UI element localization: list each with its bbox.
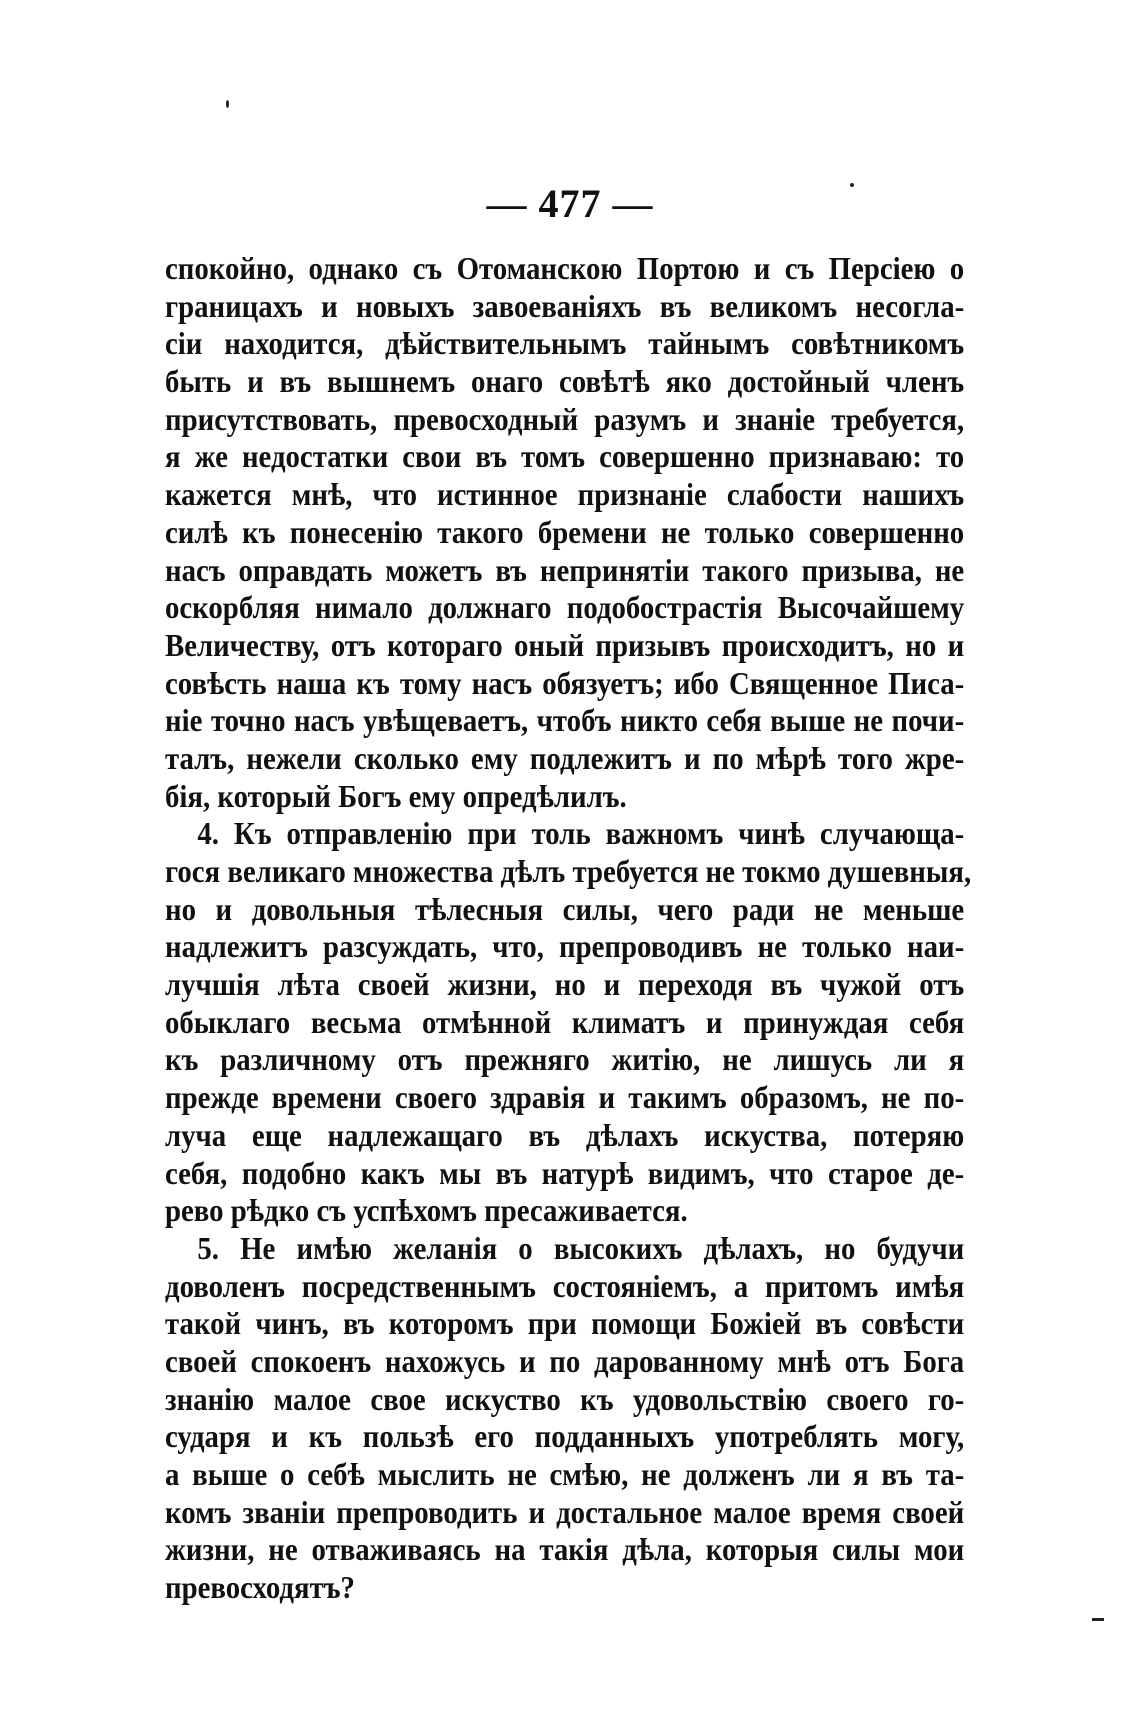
text-line: жизни, не отваживаясь на такія дѣла, которыя силы мои	[165, 1531, 965, 1568]
text-line: ніе точно насъ увѣщеваетъ, чтобъ никто себя выше не почи-	[165, 702, 965, 739]
text-line: знанію малое свое искуство къ удовольствію своего го-	[165, 1380, 965, 1417]
text-line: комъ званіи препроводить и достальное малое время своей	[165, 1493, 965, 1530]
text-line: границахъ и новыхъ завоеваніяхъ въ великомъ несогла-	[165, 287, 965, 324]
text-line: совѣсть наша къ тому насъ обязуетъ; ибо Священное Писа-	[165, 664, 965, 701]
text-line: рево рѣдко съ успѣхомъ пресаживается.	[165, 1192, 688, 1229]
text-line: я же недостатки свои въ томъ совершенно признаваю: то	[165, 438, 965, 475]
text-line: лучшія лѣта своей жизни, но и переходя въ чужой отъ	[165, 966, 965, 1003]
margin-mark	[1092, 1618, 1104, 1621]
text-line: прежде времени своего здравія и такимъ образомъ, не по-	[165, 1079, 965, 1116]
text-line: насъ оправдать можетъ въ непринятіи такого призыва, не	[165, 551, 965, 588]
text-line: къ различному отъ прежняго житію, не лишусь ли я	[165, 1041, 965, 1078]
text-line: присутствовать, превосходный разумъ и знаніе требуется,	[165, 400, 965, 437]
text-line: талъ, нежели сколько ему подлежитъ и по мѣрѣ того жре-	[165, 739, 965, 776]
text-line: быть и въ вышнемъ онаго совѣтѣ яко достойный членъ	[165, 363, 965, 400]
text-line: бія, который Богъ ему опредѣлилъ.	[165, 777, 627, 814]
text-line: Величеству, отъ котораго оный призывъ происходитъ, но и	[165, 626, 965, 663]
text-line: а выше о себѣ мыслить не смѣю, не долженъ ли я въ та-	[165, 1456, 965, 1492]
paragraph-4-start: 4. Къ отправленію при толь важномъ чинѣ случающа-	[197, 815, 965, 852]
text-line: доволенъ посредственнымъ состояніемъ, а притомъ имѣя	[165, 1267, 965, 1304]
page-number: — 477 —	[486, 181, 654, 226]
text-line: такой чинъ, въ которомъ при помощи Божіей въ совѣсти	[165, 1305, 965, 1342]
text-line: сударя и къ пользѣ его подданныхъ употреблять могу,	[165, 1418, 965, 1455]
text-line: силѣ къ понесенію такого бремени не только совершенно	[165, 513, 965, 550]
text-line: превосходятъ?	[165, 1569, 355, 1606]
paragraph-5-start: 5. Не имѣю желанія о высокихъ дѣлахъ, но будучи	[197, 1229, 965, 1266]
text-line: луча еще надлежащаго въ дѣлахъ искуства, потеряю	[165, 1116, 965, 1153]
text-line: оскорбляя нимало должнаго подобострастія Высочайшему	[165, 589, 965, 626]
text-line: надлежитъ разсуждать, что, препроводивъ не только наи-	[165, 928, 965, 965]
text-line: обыклаго весьма отмѣнной климатъ и принуждая себя	[165, 1003, 965, 1040]
body-text	[165, 250, 972, 1607]
text-line: себя, подобно какъ мы въ натурѣ видимъ, что старое де-	[165, 1154, 965, 1191]
text-line: сіи находится, дѣйствительнымъ тайнымъ совѣтникомъ	[165, 325, 965, 362]
text-line: кажется мнѣ, что истинное признаніе слабости нашихъ	[165, 476, 965, 513]
text-line: спокойно, однако съ Отоманскою Портою и съ Персіею о	[165, 250, 965, 286]
print-speck	[226, 100, 229, 108]
text-line: гося великаго множества дѣлъ требуется не токмо душевныя,	[165, 853, 972, 889]
text-line: но и довольныя тѣлесныя силы, чего ради не меньше	[165, 890, 965, 927]
text-line: своей спокоенъ нахожусь и по дарованному мнѣ отъ Бога	[165, 1342, 965, 1379]
